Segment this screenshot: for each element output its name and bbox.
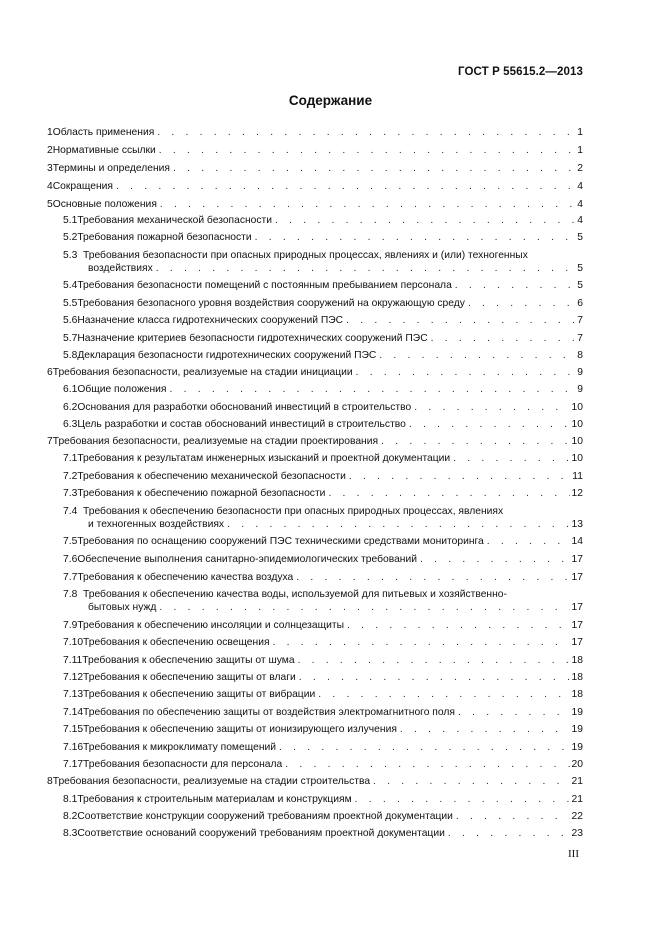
toc-entry-title: Назначение критериев безопасности гидротехнических сооружений ПЭС (77, 333, 428, 344)
toc-entry-title: Нормативные ссылки (52, 145, 156, 156)
toc-entry-page: 22 (571, 811, 583, 822)
toc-entry[interactable] (63, 214, 583, 227)
toc-entry-page: 21 (571, 776, 583, 787)
toc-entry-title: Соответствие конструкции сооружений требованиям проектной документации (77, 811, 453, 822)
toc-entry-number: 7.6 (63, 554, 78, 565)
toc-entry[interactable] (63, 723, 583, 736)
toc-entry-page: 10 (571, 402, 583, 413)
dot-leader (431, 332, 576, 345)
dot-leader (296, 571, 569, 584)
toc-entry-page: 17 (571, 572, 583, 583)
dot-leader (275, 214, 575, 227)
toc-entry-number: 7.4 (63, 506, 78, 517)
toc-entry-page: 17 (571, 602, 583, 613)
toc-entry[interactable] (63, 470, 583, 483)
toc-entry-number: 3 (47, 163, 53, 174)
toc-entry-title: Назначение класса гидротехнических сооружений ПЭС (77, 315, 344, 326)
toc-entry[interactable] (63, 505, 583, 531)
dot-leader (116, 180, 575, 193)
toc-entry[interactable] (63, 383, 583, 396)
toc-entry-title: Требования к обеспечению качества воздуха (77, 572, 294, 583)
toc-entry-number: 5.7 (63, 333, 78, 344)
toc-entry-title: Требования безопасности помещений с постоянным пребыванием персонала (77, 280, 452, 291)
toc-entry-number: 7.12 (63, 672, 84, 683)
toc-entry-number: 8.3 (63, 828, 78, 839)
toc-entry-page: 18 (571, 655, 583, 666)
toc-entry-number: 6.2 (63, 402, 78, 413)
toc-entry-number: 5.4 (63, 280, 78, 291)
toc-entry-number: 7.11 (63, 655, 83, 666)
toc-entry-page: 1 (577, 127, 583, 138)
toc-entry-number: 8 (47, 776, 53, 787)
toc-entry-title: Требования безопасности для персонала (83, 759, 283, 770)
toc-entry[interactable] (63, 671, 583, 684)
toc-entry-title: Требования к обеспечению защиты от шума (82, 655, 295, 666)
toc-entry-number: 5.2 (63, 232, 78, 243)
page-number-roman: III (568, 848, 579, 860)
toc-entry-page: 18 (571, 672, 583, 683)
toc-entry[interactable] (47, 144, 583, 157)
toc-entry[interactable] (63, 741, 583, 754)
toc-entry-number: 7.3 (63, 488, 78, 499)
toc-entry-title: Требования к обеспечению инсоляции и солнцезащиты (77, 620, 344, 631)
toc-entry[interactable] (63, 452, 583, 465)
toc-entry-title: Требования к обеспечению качества воды, используемой для питьевых и хозяйственно- (83, 589, 507, 600)
dot-leader (414, 401, 569, 414)
dot-leader (159, 601, 569, 614)
toc-entry-page: 1 (577, 145, 583, 156)
toc-entry[interactable] (63, 401, 583, 414)
dot-leader (487, 535, 570, 548)
toc-entry[interactable] (63, 332, 583, 345)
dot-leader (347, 619, 570, 632)
toc-entry-page: 5 (577, 232, 583, 243)
toc-entry[interactable] (63, 249, 583, 275)
toc-entry-number: 1 (47, 127, 53, 138)
dot-leader (159, 144, 575, 157)
toc-entry-title: Общие положения (77, 384, 167, 395)
toc-entry-number: 6 (47, 367, 53, 378)
standard-id: ГОСТ Р 55615.2—2013 (458, 66, 583, 78)
toc-entry-page: 17 (571, 554, 583, 565)
toc-entry-number: 7.13 (63, 689, 84, 700)
toc-entry-page: 5 (577, 263, 583, 274)
dot-leader (255, 231, 576, 244)
toc-entry[interactable] (63, 827, 583, 840)
toc-entry-title-continued: воздействиях (88, 263, 153, 274)
toc-entry-title: Основные положения (52, 199, 157, 210)
dot-leader (160, 198, 575, 211)
toc-entry[interactable] (47, 126, 583, 139)
dot-leader (156, 262, 576, 275)
toc-entry-page: 19 (571, 742, 583, 753)
toc-entry-page: 13 (571, 519, 583, 530)
toc-entry-title: Соответствие оснований сооружений требованиям проектной документации (77, 828, 445, 839)
toc-entry[interactable] (63, 297, 583, 310)
toc-entry-title: Требования к обеспечению пожарной безопасности (77, 488, 326, 499)
toc-entry-title: Требования безопасности при опасных природных процессах, явлениях и (или) техногенных (83, 250, 528, 261)
dot-leader (448, 827, 570, 840)
toc-entry-number: 6.1 (63, 384, 78, 395)
toc-entry-title: Требования безопасности, реализуемые на стадии проектирования (52, 436, 379, 447)
toc-entry[interactable] (63, 553, 583, 566)
toc-entry-number: 7 (47, 436, 53, 447)
toc-entry-number: 5.8 (63, 350, 78, 361)
toc-entry-number: 2 (47, 145, 53, 156)
toc-entry-title: Требования к строительным материалам и конструкциям (77, 794, 352, 805)
dot-leader (400, 723, 570, 736)
toc-entry-number: 7.7 (63, 572, 78, 583)
dot-leader (456, 810, 570, 823)
toc-entry-title: Требования к результатам инженерных изысканий и проектной документации (77, 453, 451, 464)
toc-entry-page: 11 (572, 471, 583, 482)
dot-leader (356, 366, 576, 379)
toc-entry-number: 5.5 (63, 298, 78, 309)
toc-entry[interactable] (63, 636, 583, 649)
toc-entry-title: Основания для разработки обоснований инвестиций в строительство (77, 402, 412, 413)
dot-leader (379, 349, 575, 362)
toc-entry-page: 10 (571, 436, 583, 447)
toc-entry[interactable] (63, 571, 583, 584)
toc-entry-number: 5.1 (63, 215, 78, 226)
dot-leader (381, 435, 569, 448)
toc-entry-page: 20 (571, 759, 583, 770)
toc-entry-number: 7.5 (63, 536, 78, 547)
dot-leader (455, 279, 575, 292)
dot-leader (328, 487, 569, 500)
toc-entry-title: Цель разработки и состав обоснований инвестиций в строительство (77, 419, 406, 430)
toc-entry-title: Декларация безопасности гидротехнических сооружений ПЭС (77, 350, 377, 361)
toc-entry[interactable] (63, 619, 583, 632)
toc-entry-title: Требования к микроклимату помещений (83, 742, 277, 753)
dot-leader (298, 654, 570, 667)
toc-entry-number: 7.2 (63, 471, 78, 482)
toc-entry-title: Требования к обеспечению защиты от ионизирующего излучения (83, 724, 397, 735)
toc-entry-number: 5.3 (63, 250, 78, 261)
toc-entry-title: Требования к обеспечению освещения (83, 637, 270, 648)
toc-entry-page: 19 (571, 724, 583, 735)
toc-title: Содержание (288, 93, 373, 108)
toc-entry-title-continued: бытовых нужд (88, 602, 157, 613)
dot-leader (409, 418, 570, 431)
toc-entry-number: 5 (47, 199, 53, 210)
toc-entry[interactable] (63, 231, 583, 244)
toc-entry-title: Сокращения (52, 181, 113, 192)
toc-entry-title: Требования к обеспечению защиты от влаги (83, 672, 296, 683)
dot-leader (299, 671, 570, 684)
toc-entry-number: 6.3 (63, 419, 78, 430)
toc-entry-number: 7.15 (63, 724, 84, 735)
toc-entry-title: Требования к обеспечению механической безопасности (77, 471, 346, 482)
toc-entry[interactable] (63, 535, 583, 548)
toc-entry-number: 8.1 (63, 794, 78, 805)
toc-entry-title: Требования к обеспечению защиты от вибрации (83, 689, 316, 700)
toc-entry-title: Требования к обеспечению безопасности при опасных природных процессах, явлениях (83, 506, 504, 517)
toc-entry-title: Требования безопасности, реализуемые на стадии инициации (52, 367, 353, 378)
toc-entry[interactable] (47, 775, 583, 788)
toc-entry-number: 7.14 (63, 707, 84, 718)
dot-leader (318, 688, 569, 701)
toc-entry-page: 4 (577, 181, 583, 192)
toc-entry[interactable] (63, 688, 583, 701)
toc-entry[interactable] (47, 366, 583, 379)
toc-entry[interactable] (63, 279, 583, 292)
toc-entry-page: 4 (577, 215, 583, 226)
toc-entry-title: Обеспечение выполнения санитарно-эпидемиологических требований (77, 554, 417, 565)
toc-entry-page: 17 (571, 637, 583, 648)
toc-entry-title: Требования по обеспечению защиты от воздействия электромагнитного поля (83, 707, 455, 718)
toc-entry-title-continued: и техногенных воздействиях (88, 519, 225, 530)
toc-entry[interactable] (63, 349, 583, 362)
toc-entry-page: 17 (571, 620, 583, 631)
dot-leader (349, 470, 570, 483)
toc-entry[interactable] (63, 793, 583, 806)
dot-leader (453, 452, 569, 465)
toc-entry-page: 7 (577, 315, 583, 326)
toc-entry-page: 4 (577, 199, 583, 210)
toc-entry-page: 9 (577, 367, 583, 378)
toc-entry-page: 23 (571, 828, 583, 839)
toc-entry-title: Требования безопасного уровня воздействия сооружений на окружающую среду (77, 298, 465, 309)
toc-entry-page: 18 (571, 689, 583, 700)
toc-entry-number: 7.1 (63, 453, 78, 464)
toc-entry-number: 7.9 (63, 620, 78, 631)
toc-entry[interactable] (47, 435, 583, 448)
toc-entry-number: 7.10 (63, 637, 84, 648)
dot-leader (373, 775, 569, 788)
toc-entry-page: 7 (577, 333, 583, 344)
toc-entry-number: 7.8 (63, 589, 78, 600)
toc-entry-page: 10 (571, 419, 583, 430)
toc-entry-number: 4 (47, 181, 53, 192)
toc-entry-page: 10 (571, 453, 583, 464)
toc-entry-page: 21 (571, 794, 583, 805)
toc-entry[interactable] (63, 706, 583, 719)
dot-leader (420, 553, 570, 566)
toc-entry-number: 8.2 (63, 811, 78, 822)
dot-leader (346, 314, 575, 327)
dot-leader (285, 758, 569, 771)
toc-entry[interactable] (63, 758, 583, 771)
toc-entry-title: Требования по оснащению сооружений ПЭС техническими средствами мониторинга (77, 536, 484, 547)
toc-entry-title: Термины и определения (52, 163, 170, 174)
dot-leader (173, 162, 575, 175)
toc-entry-number: 5.6 (63, 315, 78, 326)
dot-leader (273, 636, 570, 649)
dot-leader (157, 126, 575, 139)
toc-entry-title: Требования безопасности, реализуемые на стадии строительства (52, 776, 371, 787)
toc-entry-page: 12 (571, 488, 583, 499)
dot-leader (279, 741, 570, 754)
toc-entry-page: 19 (571, 707, 583, 718)
toc-entry-page: 2 (577, 163, 583, 174)
toc-entry[interactable] (63, 487, 583, 500)
toc-entry[interactable] (47, 162, 583, 175)
dot-leader (227, 518, 569, 531)
toc-entry-page: 6 (577, 298, 583, 309)
dot-leader (355, 793, 570, 806)
toc-entry[interactable] (63, 810, 583, 823)
toc-entry[interactable] (47, 198, 583, 211)
dot-leader (468, 297, 575, 310)
toc-entry-title: Требования механической безопасности (77, 215, 273, 226)
dot-leader (458, 706, 570, 719)
toc-entry-title: Область применения (52, 127, 155, 138)
toc-entry[interactable] (63, 588, 583, 614)
toc-entry-page: 5 (577, 280, 583, 291)
toc-entry[interactable] (63, 314, 583, 327)
toc-entry[interactable] (63, 654, 583, 667)
toc-entry-number: 7.17 (63, 759, 84, 770)
dot-leader (170, 383, 576, 396)
toc-entry-title: Требования пожарной безопасности (77, 232, 252, 243)
toc-entry-page: 8 (577, 350, 583, 361)
toc-entry[interactable] (63, 418, 583, 431)
toc-entry-number: 7.16 (63, 742, 84, 753)
toc-entry-page: 14 (571, 536, 583, 547)
toc-entry[interactable] (47, 180, 583, 193)
toc-entry-page: 9 (577, 384, 583, 395)
